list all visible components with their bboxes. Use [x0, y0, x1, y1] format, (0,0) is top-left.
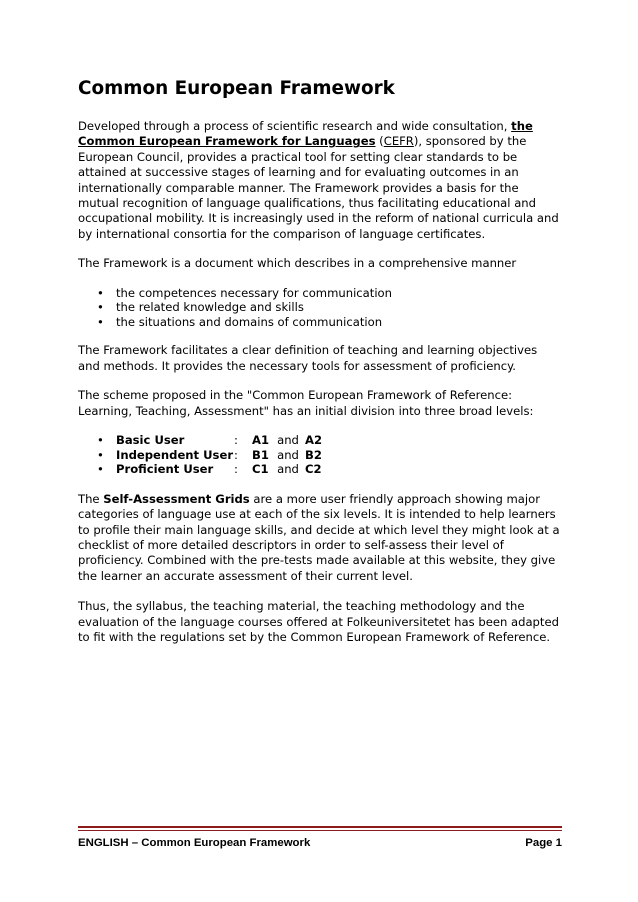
level-code: A2: [305, 433, 323, 448]
level-item-proficient: [78, 462, 562, 477]
competence-list: [78, 286, 562, 330]
self-assessment-text-a: The: [78, 491, 104, 506]
footer-rule-thin: [78, 830, 562, 831]
level-colon: :: [234, 462, 238, 477]
self-assessment-text-b: are a more user friendly approach showing major categories of language use at each of the six levels. It is intended to help learners to profile their main language skills, and decide at which level they might look at a checklist of more detailed descriptors in order to self-assess their level of proficiency. Combined with the pre-tests made available at this website, they give the learner an accurate assessment of their current level.: [78, 491, 560, 583]
level-item-basic: [78, 433, 562, 448]
self-assessment-paragraph: [78, 492, 562, 584]
intro-paragraph: [78, 119, 562, 242]
document-page: [78, 78, 562, 646]
level-and: and: [277, 447, 299, 462]
level-colon: :: [234, 433, 238, 448]
footer-rule-thick: [78, 826, 562, 828]
list-item: • the competences necessary for communication: [78, 286, 562, 301]
cefr-abbr-link[interactable]: CEFR: [383, 134, 414, 149]
syllabus-paragraph: Thus, the syllabus, the teaching material, the teaching methodology and the evaluation of the language courses offered at Folkeuniversitetet has been adapted to fit with the regulations set by the Common European Framework of Reference.: [78, 599, 559, 645]
intro-text-a: Developed through a process of scientific research and wide consultation,: [78, 119, 512, 133]
level-name: Independent User: [116, 447, 234, 462]
footer-title: ENGLISH – Common European Framework: [78, 837, 311, 849]
intro-text-b: (: [375, 134, 384, 149]
level-code: C2: [305, 462, 322, 477]
list-item: • the related knowledge and skills: [78, 300, 562, 315]
self-assessment-grids-term: Self-Assessment Grids: [103, 491, 250, 506]
intro-text-c: ), sponsored by the European Council, provides a practical tool for setting clear standards to be attained at successive stages of learning and for evaluating outcomes in an internationally comparable manner. The Framework provides a basis for the mutual recognition of language qualifications, thus facilitating educational and occupational mobility. It is increasingly used in the reform of national curricula and by international consortia for the comparison of language certificates.: [78, 134, 559, 241]
cefr-link[interactable]: the Common European Framework for Languages: [78, 119, 533, 149]
level-list: [78, 433, 562, 477]
level-and: and: [277, 433, 299, 448]
level-colon: :: [234, 447, 238, 462]
level-code: C1: [252, 462, 269, 477]
framework-facilitates-paragraph: The Framework facilitates a clear definition of teaching and learning objectives and methods. It provides the necessary tools for assessment of proficiency.: [78, 343, 538, 373]
page-number: Page 1: [525, 837, 562, 849]
level-and: and: [277, 462, 299, 477]
scheme-paragraph: The scheme proposed in the "Common European Framework of Reference: Learning, Teaching, Assessment" has an initial division into three broad levels:: [78, 388, 534, 418]
framework-description: The Framework is a document which describes in a comprehensive manner: [78, 256, 517, 271]
level-item-independent: [78, 448, 562, 463]
level-name: Proficient User: [116, 462, 214, 477]
level-code: A1: [252, 433, 270, 448]
list-item: • the situations and domains of communication: [78, 315, 562, 330]
page-title: Common European Framework: [78, 78, 395, 99]
level-code: B1: [252, 447, 269, 462]
level-code: B2: [305, 447, 322, 462]
level-name: Basic User: [116, 433, 185, 448]
